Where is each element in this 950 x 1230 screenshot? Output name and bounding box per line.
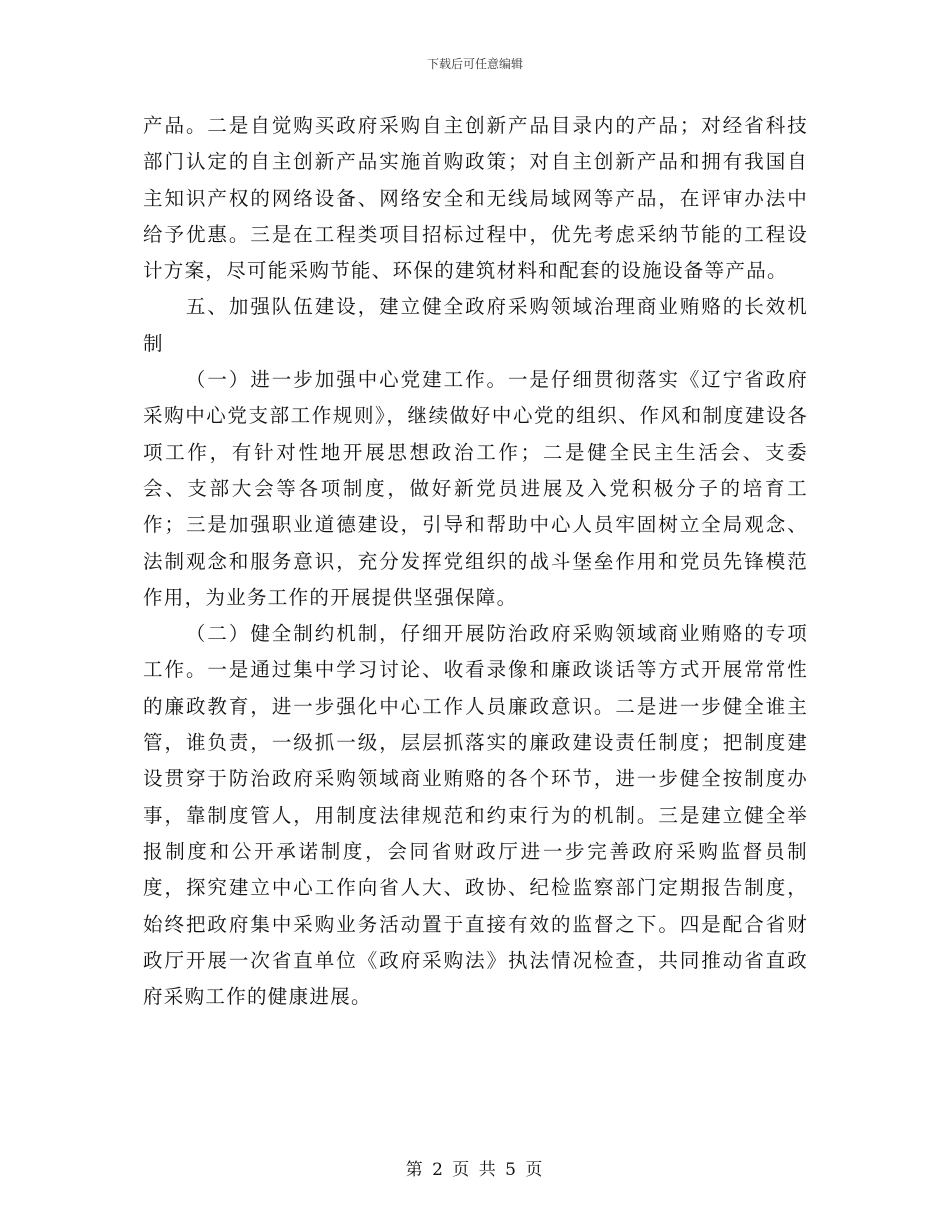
document-body — [143, 108, 808, 1015]
page-header-note: 下载后可任意编辑 — [426, 57, 523, 71]
paragraph-procurement-continued: 产品。二是自觉购买政府采购自主创新产品目录内的产品；对经省科技部门认定的自主创新产品实施首购政策；对自主创新产品和拥有我国自主知识产权的网络设备、网络安全和无线局域网等产品，在评审办法中给予优惠。三是在工程类项目招标过程中，优先考虑采纳节能的工程设计方案，尽可能采购节能、环保的建筑材料和配套的设施设备等产品。 — [143, 114, 808, 283]
paragraph-party-building: （一）进一步加强中心党建工作。一是仔细贯彻落实《辽宁省政府采购中心党支部工作规则》，继续做好中心党的组织、作风和制度建设各项工作，有针对性地开展思想政治工作；二是健全民主生活会、支委会、支部大会等各项制度，做好新党员进展及入党积极分子的培育工作；三是加强职业道德建设，引导和帮助中心人员牢固树立全局观念、法制观念和服务意识，充分发挥党组织的战斗堡垒作用和党员先锋模范作用，为业务工作的开展提供坚强保障。 — [143, 368, 808, 609]
section-heading-five: 五、加强队伍建设，建立健全政府采购领域治理商业贿赂的长效机制 — [143, 295, 808, 355]
paragraph-restraint-mechanism: （二）健全制约机制，仔细开展防治政府采购领域商业贿赂的专项工作。一是通过集中学习讨论、收看录像和廉政谈话等方式开展常常性的廉政教育，进一步强化中心工作人员廉政意识。二是进一步健全谁主管，谁负责，一级抓一级，层层抓落实的廉政建设责任制度；把制度建设贯穿于防治政府采购领域商业贿赂的各个环节，进一步健全按制度办事，靠制度管人，用制度法律规范和约束行为的机制。三是建立健全举报制度和公开承诺制度，会同省财政厅进一步完善政府采购监督员制度，探究建立中心工作向省人大、政协、纪检监察部门定期报告制度，始终把政府集中采购业务活动置于直接有效的监督之下。四是配合省财政厅开展一次省直单位《政府采购法》执法情况检查，共同推动省直政府采购工作的健康进展。 — [143, 622, 808, 1009]
page-number-footer: 第 2 页 共 5 页 — [405, 1160, 545, 1180]
